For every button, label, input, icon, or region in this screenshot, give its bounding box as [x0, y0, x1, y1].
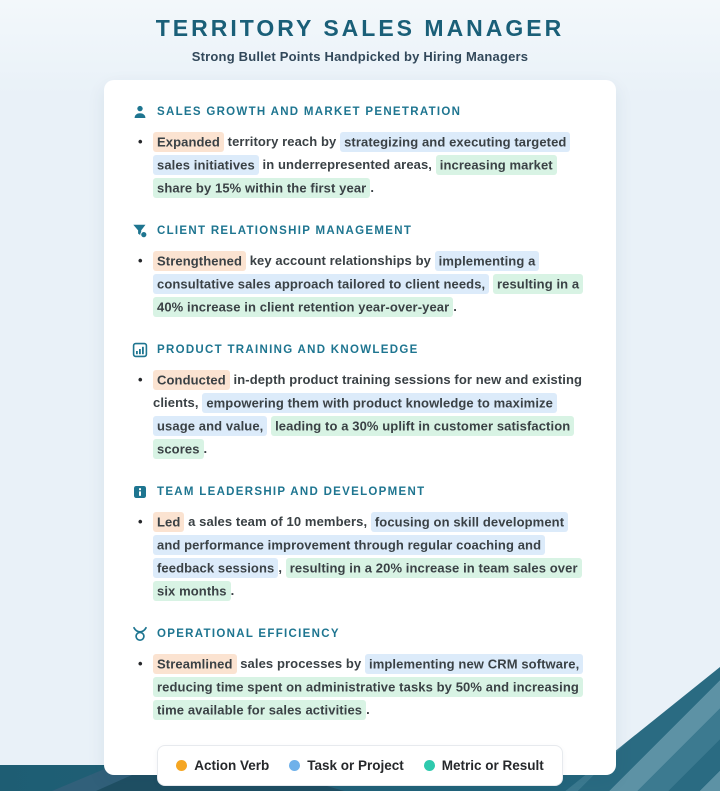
bullet-list — [132, 130, 588, 199]
highlight-metric: increasing market share by 15% within the first year — [153, 155, 557, 198]
legend-dot-metric — [424, 760, 435, 771]
bullet-text-segment: sales processes by — [236, 656, 365, 671]
legend-item-action — [176, 758, 269, 773]
legend-label: Task or Project — [307, 758, 404, 773]
highlight-action: Led — [153, 512, 184, 532]
sections-container — [132, 104, 588, 745]
bullet-text-segment: . — [366, 702, 370, 717]
legend-dot-action — [176, 760, 187, 771]
bullet-list — [132, 249, 588, 318]
operations-icon — [132, 626, 148, 642]
highlight-action: Strengthened — [153, 251, 246, 271]
bullet-text-segment: in-depth product training sessions for new and existing clients, — [153, 372, 583, 410]
highlight-task: empowering them with product knowledge to maximize usage and value, — [153, 393, 557, 436]
bullet-point — [138, 652, 588, 721]
bullet-text — [153, 654, 583, 720]
legend-item-metric — [424, 758, 544, 773]
section — [132, 342, 588, 460]
bullet-text — [153, 512, 582, 601]
page-header — [0, 0, 720, 64]
section-header — [132, 223, 588, 239]
team-badge-icon — [132, 484, 148, 500]
bullet-text-segment: , — [278, 560, 286, 575]
bullet-point — [138, 249, 588, 318]
legend-label: Action Verb — [194, 758, 270, 773]
highlight-task: implementing new CRM software, — [365, 654, 583, 674]
legend-label: Metric or Result — [441, 758, 544, 773]
legend — [157, 745, 563, 786]
section-heading: PRODUCT TRAINING AND KNOWLEDGE — [157, 344, 419, 356]
sales-funnel-icon — [132, 223, 148, 239]
highlight-task: implementing a consultative sales approach tailored to client needs, — [153, 251, 539, 294]
section — [132, 484, 588, 602]
highlight-action: Conducted — [153, 370, 230, 390]
bullet-point — [138, 130, 588, 199]
highlight-action: Expanded — [153, 132, 224, 152]
highlight-metric: resulting in a 40% increase in client retention year-over-year — [153, 274, 583, 317]
content-card — [104, 80, 616, 775]
bullet-text — [153, 370, 582, 459]
bullet-text — [153, 132, 570, 198]
bullet-text-segment: . — [230, 583, 235, 598]
page-subtitle: Strong Bullet Points Handpicked by Hiring Managers — [191, 49, 529, 64]
page-title: TERRITORY SALES MANAGER — [155, 15, 565, 41]
section-header — [132, 484, 588, 500]
bullet-text — [153, 251, 583, 317]
bullet-point — [138, 510, 588, 602]
bullet-list — [132, 368, 588, 460]
chart-icon — [132, 342, 148, 358]
bullet-list — [132, 652, 588, 721]
bullet-text-segment: . — [453, 299, 457, 314]
section-header — [132, 626, 588, 642]
legend-dot-task — [289, 760, 300, 771]
person-icon — [132, 104, 148, 120]
section — [132, 104, 588, 199]
legend-item-task — [289, 758, 404, 773]
bullet-text-segment: territory reach by — [223, 134, 341, 149]
section — [132, 223, 588, 318]
section-heading: OPERATIONAL EFFICIENCY — [157, 628, 340, 640]
bullet-text-segment: in underrepresented areas, — [258, 157, 436, 172]
bullet-text-segment: . — [370, 180, 375, 195]
highlight-task: focusing on skill development and performance improvement through regular coaching and feedback sessions — [153, 512, 568, 578]
highlight-task: strategizing and executing targeted sales initiatives — [153, 132, 570, 175]
section-heading: CLIENT RELATIONSHIP MANAGEMENT — [157, 225, 413, 237]
section — [132, 626, 588, 721]
bullet-point — [138, 368, 588, 460]
section-heading: TEAM LEADERSHIP AND DEVELOPMENT — [157, 486, 426, 498]
bullet-text-segment: key account relationships by — [245, 253, 435, 268]
highlight-metric: leading to a 30% uplift in customer satisfaction scores — [153, 416, 574, 459]
section-header — [132, 342, 588, 358]
bullet-list — [132, 510, 588, 602]
highlight-action: Streamlined — [153, 654, 237, 674]
highlight-metric: reducing time spent on administrative tasks by 50% and increasing time available for sales activities — [153, 677, 583, 720]
bullet-text-segment: a sales team of 10 members, — [184, 514, 371, 529]
section-header — [132, 104, 588, 120]
highlight-metric: resulting in a 20% increase in team sales over six months — [153, 558, 582, 601]
section-heading: SALES GROWTH AND MARKET PENETRATION — [157, 106, 462, 118]
bullet-text-segment: . — [203, 441, 208, 456]
